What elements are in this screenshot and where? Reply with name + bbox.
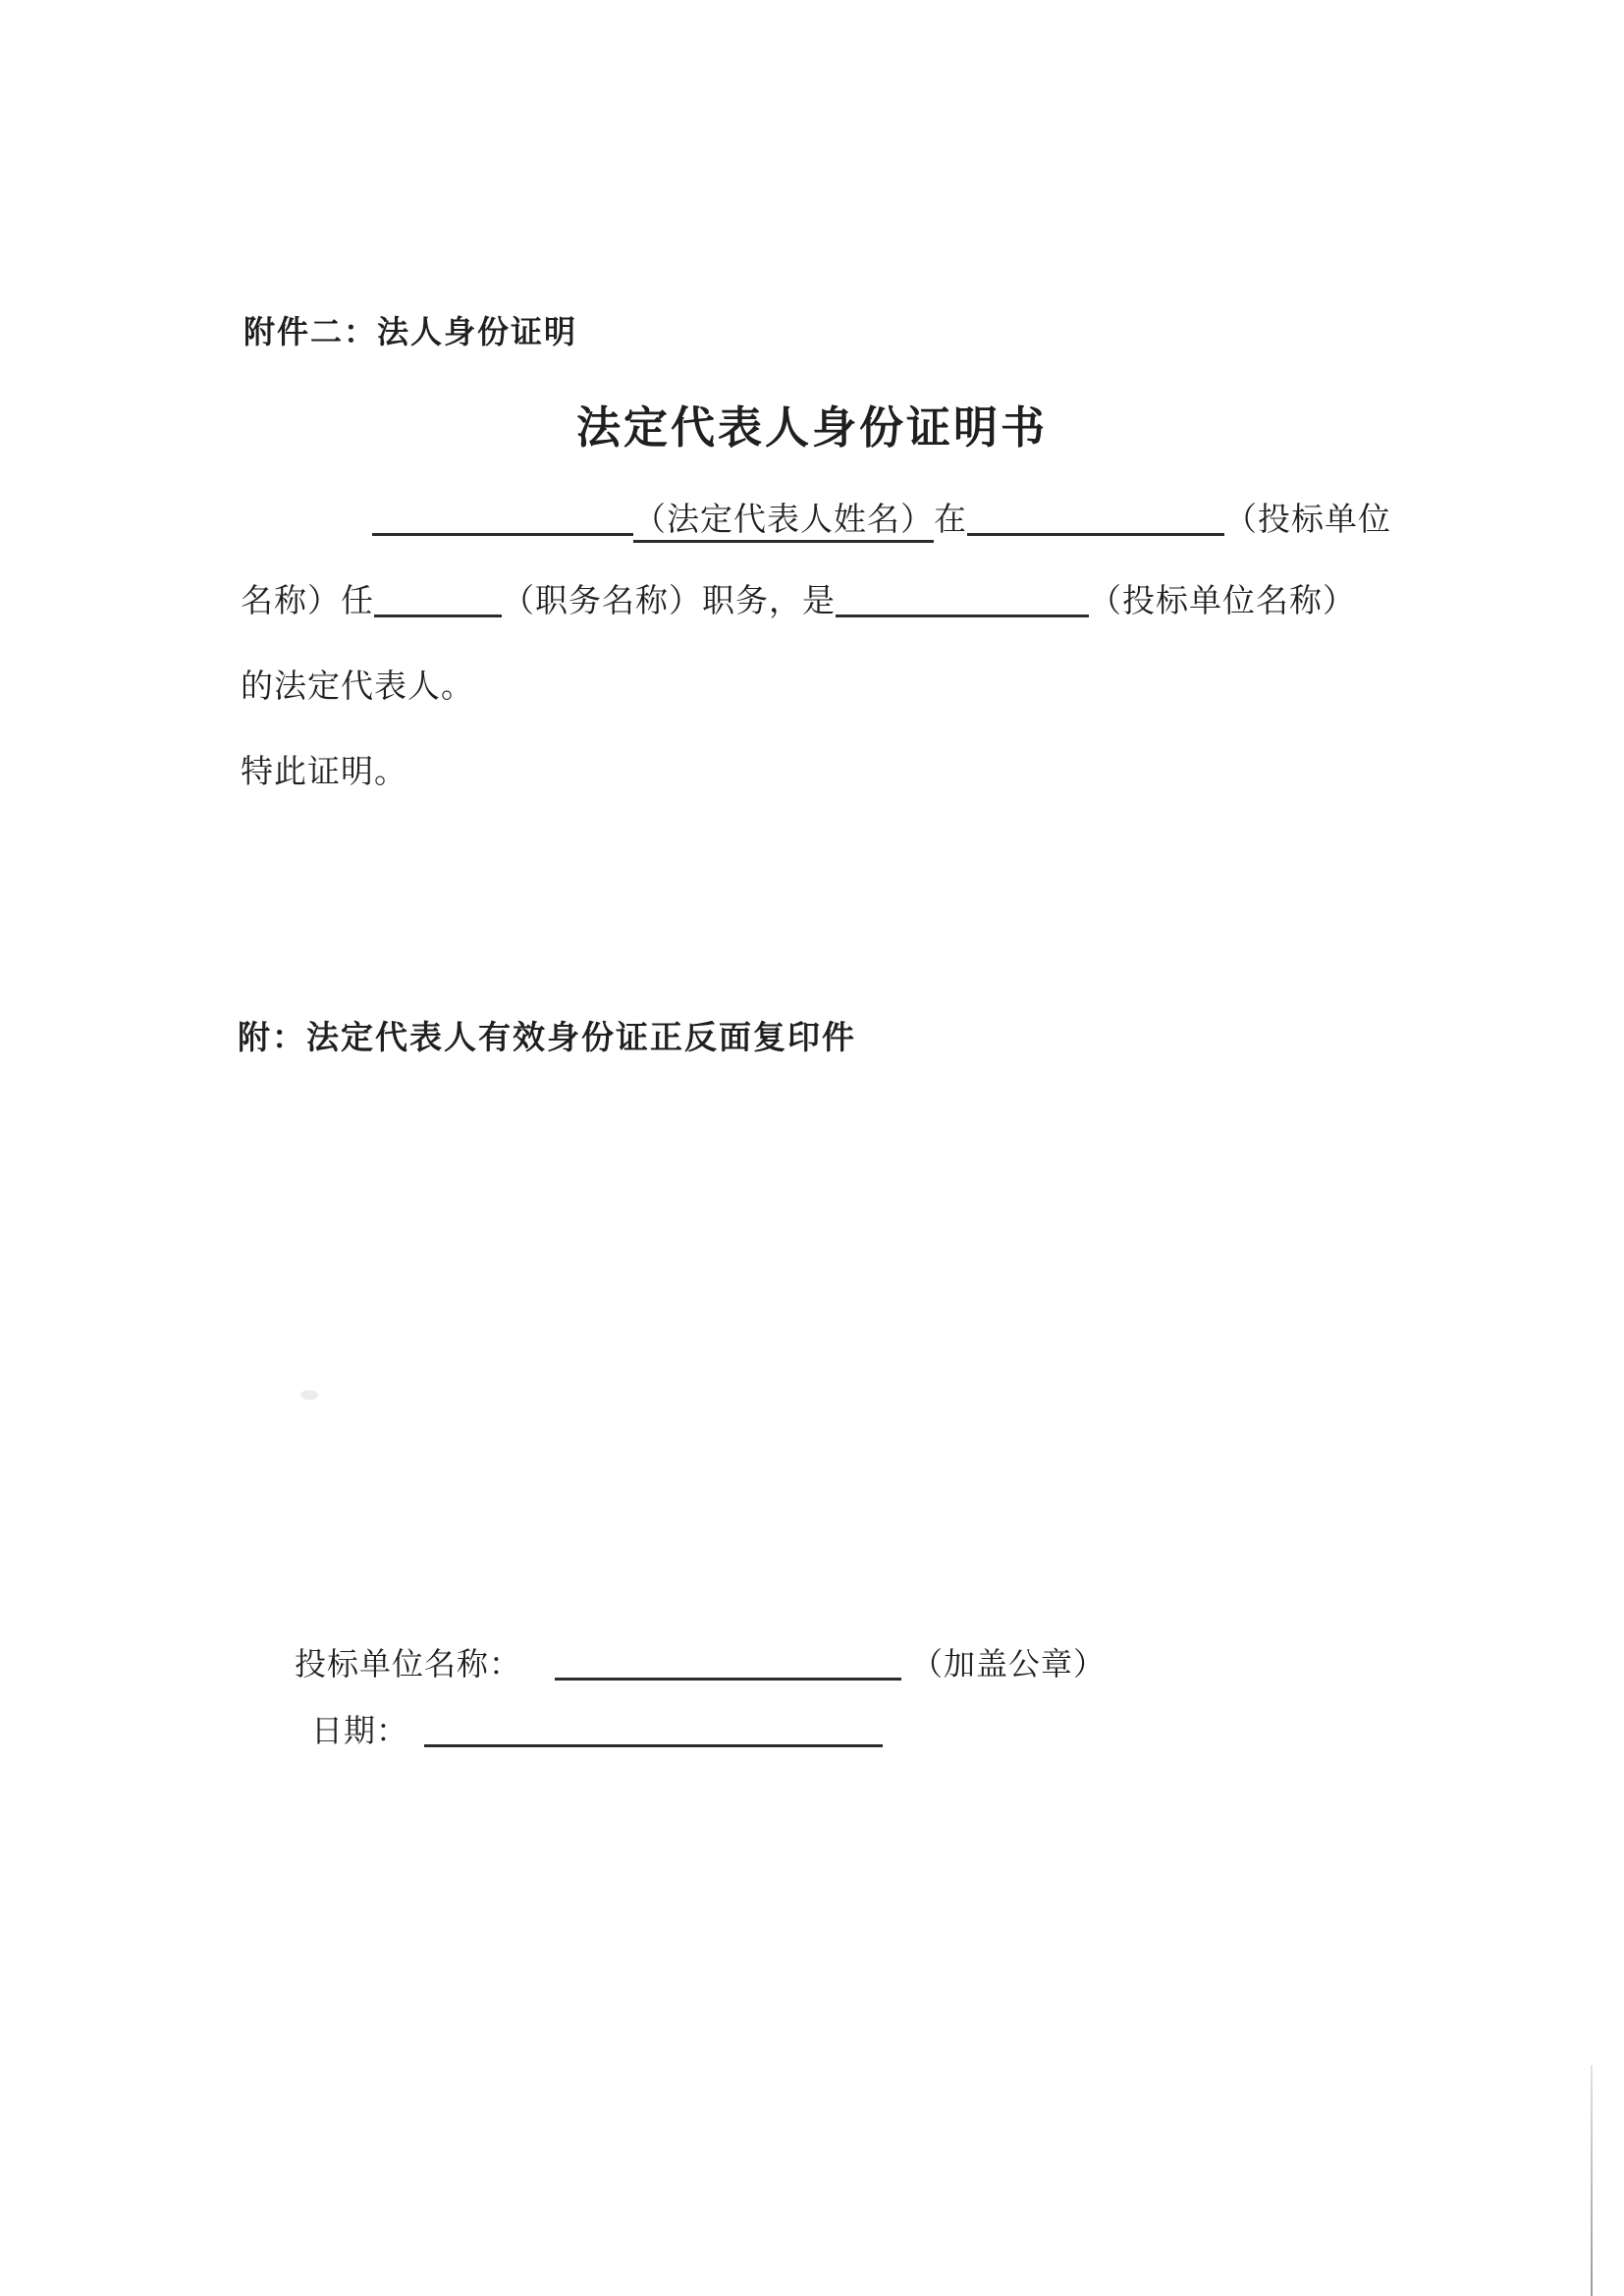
seal-hint: （加盖公章） (911, 1646, 1107, 1682)
attachment-label: 附件二：法人身份证明 (244, 314, 578, 349)
body-text: （职务名称）职务，是 (502, 584, 836, 619)
blank-date (424, 1740, 883, 1747)
body-line-4: 特此证明。 (241, 755, 407, 790)
blank-bidder-unit-1 (967, 529, 1224, 536)
legal-rep-name-hint: （法定代表人姓名） (633, 503, 934, 543)
blank-position-title (374, 611, 502, 617)
body-text: 在 (934, 503, 967, 538)
body-text: 名称）任 (241, 584, 374, 619)
unit-name-label: 投标单位名称： (295, 1646, 522, 1682)
document-title: 法定代表人身份证明书 (575, 403, 1048, 453)
body-line-1 (372, 494, 1391, 540)
blank-legal-rep-name (372, 529, 633, 536)
blank-bidder-unit-2 (836, 611, 1089, 617)
footer-date-line (311, 1706, 883, 1751)
footer-unit-line (295, 1639, 1106, 1684)
date-label: 日期： (311, 1713, 409, 1748)
body-text: （投标单位 (1224, 503, 1391, 538)
body-line-3: 的法定代表人。 (241, 669, 474, 705)
scan-speck-artifact (300, 1390, 318, 1400)
body-text: （投标单位名称） (1089, 584, 1356, 619)
blank-unit-name (555, 1674, 901, 1681)
attachment-note: 附：法定代表人有效身份证正反面复印件 (238, 1021, 856, 1056)
body-line-2 (241, 575, 1356, 621)
scan-edge-line-artifact (1591, 2065, 1593, 2296)
